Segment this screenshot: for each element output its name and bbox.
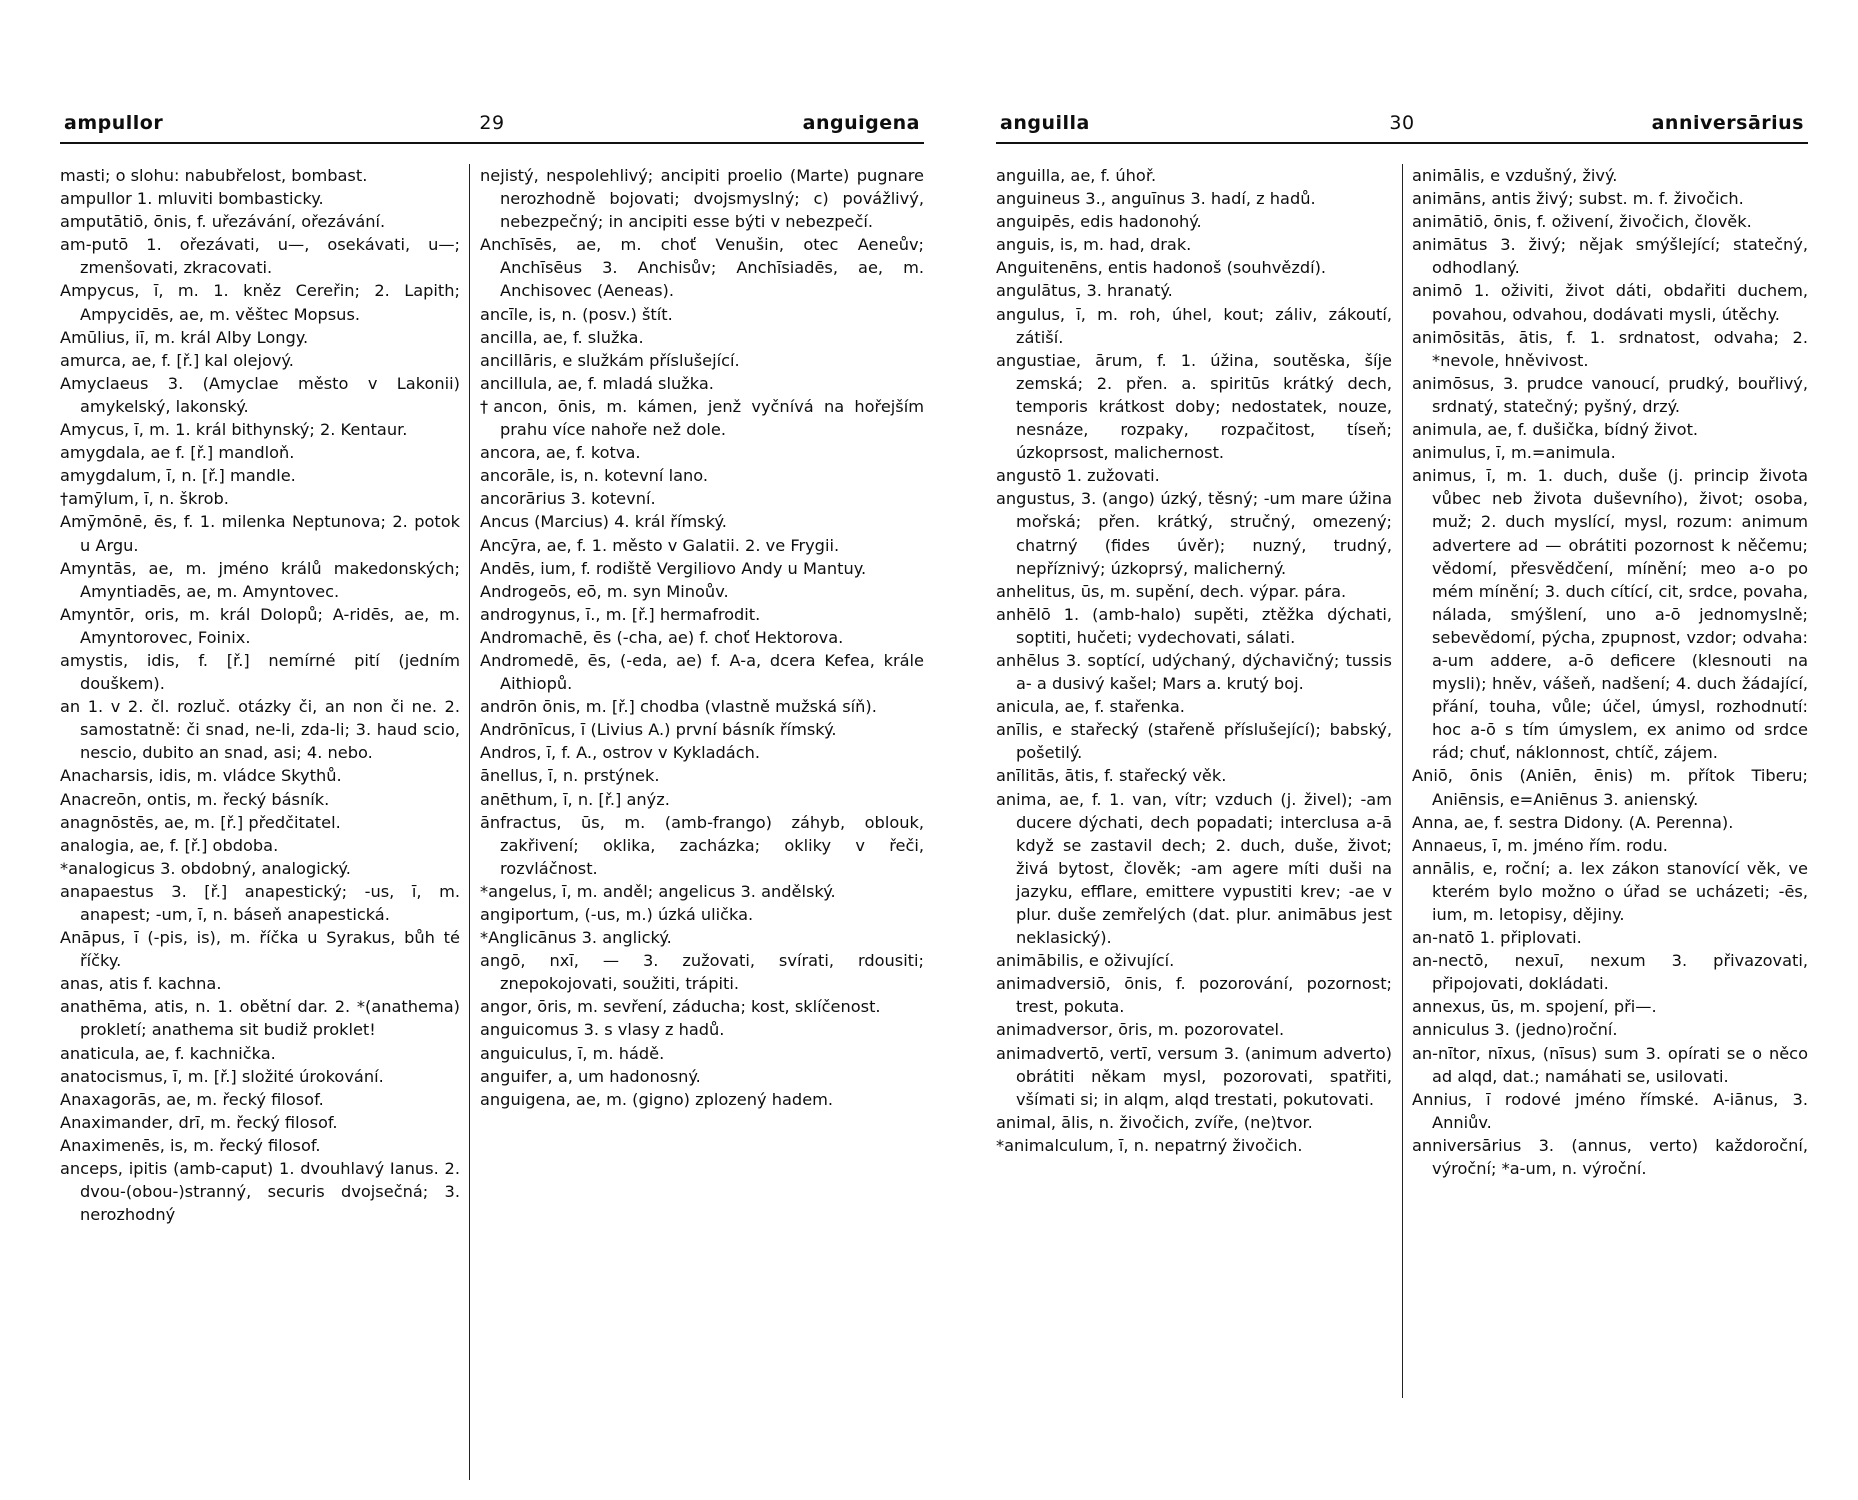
dictionary-entry: *Anglicānus 3. anglický. bbox=[480, 928, 672, 948]
dictionary-entry: anguigena, ae, m. (gigno) zplozený hadem. bbox=[480, 1089, 834, 1109]
dictionary-entry: animōsitās, ātis, f. 1. srdnatost, odvaha; 2. *nevole, hněvivost. bbox=[1412, 327, 1808, 370]
dictionary-entry: Anguitenēns, entis hadonoš (souhvězdí). bbox=[996, 258, 1327, 278]
guide-word-right: anniversārius bbox=[1651, 112, 1804, 134]
dictionary-entry: Andromedē, ēs, (-eda, ae) f. A-a, dcera Kefea, krále Aithiopů. bbox=[480, 650, 924, 694]
dictionary-entry: Anacreōn, ontis, m. řecký básník. bbox=[60, 789, 330, 809]
dictionary-entry: anceps, ipitis (amb-caput) 1. dvouhlavý Ianus. 2. dvou-(obou-)stranný, securis dvojsečná; 3. nerozhodný bbox=[60, 1159, 460, 1225]
dictionary-entry: amygdalum, ī, n. [ř.] mandle. bbox=[60, 466, 296, 486]
dictionary-entry: anguicomus 3. s vlasy z hadů. bbox=[480, 1020, 725, 1040]
dictionary-entry: Andromachē, ēs (-cha, ae) f. choť Hektorova. bbox=[480, 627, 844, 647]
dictionary-entry: angustiae, ārum, f. 1. úžina, soutěska, šíje zemská; 2. přen. a. spiritūs krátký dech, temporis krátkost doby; nedostatek, nouze, nesnáze, rozpaky, rozpačitost, tíseň; úzkoprsost, malichernost. bbox=[996, 350, 1392, 463]
dictionary-entry: ampullor 1. mluviti bombasticky. bbox=[60, 189, 324, 209]
dictionary-entry: an-natō 1. připlovati. bbox=[1412, 928, 1582, 948]
dictionary-entry: Anāpus, ī (-pis, is), m. říčka u Syrakus, bůh té říčky. bbox=[60, 928, 460, 971]
dictionary-entry: *analogicus 3. obdobný, analogický. bbox=[60, 858, 351, 878]
dictionary-entry: amputātiō, ōnis, f. uřezávání, ořezávání. bbox=[60, 212, 386, 232]
guide-word-left: ampullor bbox=[64, 112, 164, 134]
dictionary-entry: ancillāris, e služkám příslušející. bbox=[480, 350, 740, 370]
dictionary-entry: anniversārius 3. (annus, verto) každoroční, výroční; *a-um, n. výroční. bbox=[1412, 1135, 1808, 1179]
dictionary-entry: anima, ae, f. 1. van, vítr; vzduch (j. živel); -am ducere dýchati, dech popadati; interclusa a-ā když se zastavil dech; 2. duch, duše, život; živá bytost, člověk; -am agere míti duši na jazyku, efflare, emittere vypustiti krev; -ae v plur. duše zemřelých (dat. plur. animābus jest neklasický). bbox=[996, 789, 1392, 948]
dictionary-entry: anniculus 3. (jedno)roční. bbox=[1412, 1020, 1618, 1040]
dictionary-entry: andrōn ōnis, m. [ř.] chodba (vlastně mužská síň). bbox=[480, 697, 877, 717]
dictionary-entry: angustus, 3. (ango) úzký, těsný; -um mare úžina mořská; přen. krátký, stručný, omezený; chatrný (fides úvěr); nuzný, trudný, nepříznivý; úzkoprsý, malicherný. bbox=[996, 489, 1392, 578]
dictionary-entry: anhēlus 3. soptící, udýchaný, dýchavičný; tussis a- a dusivý kašel; Mars a. krutý boj. bbox=[996, 650, 1392, 694]
dictionary-entry: an 1. v 2. čl. rozluč. otázky či, an non či ne. 2. samostatně: či snad, ne-li, zda-li; 3. haud scio, nescio, dubito an snad, asi; 4. nebo. bbox=[60, 697, 460, 763]
dictionary-entry: ancora, ae, f. kotva. bbox=[480, 443, 641, 463]
dictionary-entry: angō, nxī, — 3. zužovati, svírati, rdousiti; znepokojovati, soužiti, trápiti. bbox=[480, 951, 924, 994]
running-head bbox=[60, 108, 924, 144]
dictionary-entry: Androgeōs, eō, m. syn Minoův. bbox=[480, 581, 729, 601]
running-head bbox=[996, 108, 1808, 144]
dictionary-entry: anaticula, ae, f. kachnička. bbox=[60, 1043, 276, 1063]
dictionary-entry: †ancon, ōnis, m. kámen, jenž vyčnívá na hořejším prahu více nahoře než dole. bbox=[480, 396, 924, 440]
dictionary-entry: Annaeus, ī, m. jméno řím. rodu. bbox=[1412, 835, 1668, 855]
dictionary-entry: *animalculum, ī, n. nepatrný živočich. bbox=[996, 1135, 1303, 1155]
dictionary-entry: anguis, is, m. had, drak. bbox=[996, 235, 1192, 255]
dictionary-entry: animābilis, e oživující. bbox=[996, 951, 1175, 971]
dictionary-entry: ancilla, ae, f. služka. bbox=[480, 327, 644, 347]
dictionary-entry: animālis, e vzdušný, živý. bbox=[1412, 166, 1618, 185]
dictionary-entry: animāns, antis živý; subst. m. f. živočich. bbox=[1412, 189, 1744, 209]
dictionary-entry: anathēma, atis, n. 1. obětní dar. 2. *(anathema) prokletí; anathema sit budiž proklet! bbox=[60, 997, 460, 1040]
dictionary-entry: †amȳlum, ī, n. škrob. bbox=[60, 489, 229, 509]
dictionary-entry: ancillula, ae, f. mladá služka. bbox=[480, 373, 714, 393]
dictionary-entry: anguipēs, edis hadonohý. bbox=[996, 212, 1202, 232]
dictionary-entry: Amycus, ī, m. 1. král bithynský; 2. Kentaur. bbox=[60, 420, 408, 440]
dictionary-entry: animulus, ī, m.=animula. bbox=[1412, 443, 1616, 463]
dictionary-entry: anatocismus, ī, m. [ř.] složité úrokování. bbox=[60, 1066, 384, 1086]
dictionary-column bbox=[60, 164, 460, 1226]
dictionary-entry: angustō 1. zužovati. bbox=[996, 466, 1160, 486]
dictionary-entry: Anna, ae, f. sestra Didony. (A. Perenna). bbox=[1412, 812, 1734, 832]
dictionary-entry: amygdala, ae f. [ř.] mandloň. bbox=[60, 443, 295, 463]
dictionary-entry: Amyntās, ae, m. jméno králů makedonských; Amyntiadēs, ae, m. Amyntovec. bbox=[60, 558, 460, 601]
dictionary-entry: anapaestus 3. [ř.] anapestický; -us, ī, m. anapest; -um, ī, n. báseň anapestická. bbox=[60, 881, 460, 924]
dictionary-entry: Anaxagorās, ae, m. řecký filosof. bbox=[60, 1089, 324, 1109]
dictionary-entry: animula, ae, f. dušička, bídný život. bbox=[1412, 420, 1699, 440]
dictionary-column bbox=[1412, 164, 1808, 1180]
dictionary-entry: angiportum, (-us, m.) úzká ulička. bbox=[480, 905, 754, 924]
dictionary-entry: animōsus, 3. prudce vanoucí, prudký, bouřlivý, srdnatý, statečný; pyšný, drzý. bbox=[1412, 373, 1808, 416]
dictionary-entry: animal, ālis, n. živočich, zvíře, (ne)tvor. bbox=[996, 1112, 1313, 1132]
dictionary-entry: anguilla, ae, f. úhoř. bbox=[996, 166, 1157, 185]
page-number: 30 bbox=[1389, 112, 1415, 134]
right-page bbox=[996, 0, 1808, 1500]
dictionary-entry: anagnōstēs, ae, m. [ř.] předčitatel. bbox=[60, 812, 341, 832]
dictionary-entry: anhelitus, ūs, m. supění, dech. výpar. pára. bbox=[996, 581, 1347, 601]
dictionary-entry: masti; o slohu: nabubřelost, bombast. bbox=[60, 166, 368, 185]
dictionary-column bbox=[996, 164, 1392, 1157]
dictionary-entry: ancorārius 3. kotevní. bbox=[480, 489, 656, 509]
dictionary-entry: ānfractus, ūs, m. (amb-frango) záhyb, oblouk, zakřivení; oklika, zacházka; okliky v řeči, rozvláčnost. bbox=[480, 812, 924, 878]
dictionary-entry: Amyntōr, oris, m. král Dolopů; A-ridēs, ae, m. Amyntorovec, Foinix. bbox=[60, 604, 460, 647]
dictionary-entry: *angelus, ī, m. anděl; angelicus 3. andělský. bbox=[480, 881, 836, 901]
dictionary-entry: angor, ōris, m. sevření, záducha; kost, sklíčenost. bbox=[480, 997, 881, 1017]
dictionary-entry: anguineus 3., anguīnus 3. hadí, z hadů. bbox=[996, 189, 1316, 209]
dictionary-entry: nejistý, nespolehlivý; ancipiti proelio (Marte) pugnare nerozhodně bojovati; dvojsmyslný; c) povážlivý, nebezpečný; in ancipiti esse býti v nebezpečí. bbox=[480, 166, 924, 232]
dictionary-entry: animus, ī, m. 1. duch, duše (j. princip života vůbec neb života duševního), život; osoba, muž; 2. duch myslící, mysl, rozum: animum advertere ad — obrátiti pozornost k něčemu; vědomí, přesvědčení, mínění; meo a-o po mém mínění; 3. duch cítící, cit, srdce, povaha, nálada, smýšlení, uno a-ō jednomyslně; sebevědomí, pýcha, zpupnost, vzdor; odvaha: a-um addere, a-ō deficere (klesnouti na mysli); hněv, vášeň, nadšení; 4. duch žádající, přání, touha, vůle; účel, úmysl, rozhodnutí: hoc a-ō s tím úmyslem, ex animo od srdce rád; chuť, náklonnost, chtíč, zájem. bbox=[1412, 466, 1808, 763]
dictionary-entry: anas, atis f. kachna. bbox=[60, 974, 222, 994]
dictionary-entry: animātus 3. živý; nějak smýšlející; statečný, odhodlaný. bbox=[1412, 235, 1808, 278]
dictionary-entry: Andros, ī, f. A., ostrov v Kykladách. bbox=[480, 743, 761, 763]
dictionary-entry: animō 1. oživiti, život dáti, obdařiti duchem, povahou, odvahou, dodávati mysli, útěchy. bbox=[1412, 281, 1808, 324]
dictionary-entry: angulus, ī, m. roh, úhel, kout; záliv, zákoutí, zátiší. bbox=[996, 304, 1392, 347]
guide-word-right: anguigena bbox=[802, 112, 920, 134]
dictionary-entry: Ancȳra, ae, f. 1. město v Galatii. 2. ve Frygii. bbox=[480, 535, 840, 555]
dictionary-entry: Amūlius, iī, m. král Alby Longy. bbox=[60, 327, 309, 347]
dictionary-entry: Andēs, ium, f. rodiště Vergiliovo Andy u Mantuy. bbox=[480, 558, 867, 578]
left-page bbox=[60, 0, 924, 1500]
dictionary-entry: Ampycus, ī, m. 1. kněz Cereřin; 2. Lapith; Ampycidēs, ae, m. věštec Mopsus. bbox=[60, 281, 460, 324]
dictionary-entry: Anaximander, drī, m. řecký filosof. bbox=[60, 1112, 338, 1132]
dictionary-entry: amurca, ae, f. [ř.] kal olejový. bbox=[60, 350, 294, 370]
dictionary-entry: ancīle, is, n. (posv.) štít. bbox=[480, 304, 673, 324]
column-rule bbox=[469, 164, 470, 1480]
dictionary-entry: animātiō, ōnis, f. oživení, živočich, člověk. bbox=[1412, 212, 1752, 232]
dictionary-entry: Amȳmōnē, ēs, f. 1. milenka Neptunova; 2. potok u Argu. bbox=[60, 512, 460, 555]
dictionary-entry: animadversiō, ōnis, f. pozorování, pozornost; trest, pokuta. bbox=[996, 974, 1392, 1017]
page-number: 29 bbox=[479, 112, 505, 134]
dictionary-entry: anguifer, a, um hadonosný. bbox=[480, 1066, 701, 1086]
dictionary-entry: ānellus, ī, n. prstýnek. bbox=[480, 766, 660, 786]
dictionary-entry: anēthum, ī, n. [ř.] anýz. bbox=[480, 789, 670, 809]
dictionary-entry: anīlis, e stařecký (stařeně příslušející); babský, pošetilý. bbox=[996, 720, 1392, 763]
dictionary-entry: an-nītor, nīxus, (nīsus) sum 3. opírati se o něco ad alqd, dat.; namáhati se, usilovati. bbox=[1412, 1043, 1808, 1086]
dictionary-entry: annālis, e, roční; a. lex zákon stanovící věk, ve kterém bylo možno o úřad se ucházeti; -ēs, ium, m. letopisy, dějiny. bbox=[1412, 858, 1808, 924]
dictionary-entry: Anacharsis, idis, m. vládce Skythů. bbox=[60, 766, 342, 786]
dictionary-entry: Anaximenēs, is, m. řecký filosof. bbox=[60, 1135, 321, 1155]
dictionary-entry: anīlitās, ātis, f. stařecký věk. bbox=[996, 766, 1227, 786]
dictionary-entry: am-putō 1. ořezávati, u—, osekávati, u—; zmenšovati, zkracovati. bbox=[60, 235, 460, 278]
dictionary-entry: Anchīsēs, ae, m. choť Venušin, otec Aeneův; Anchīsēus 3. Anchisův; Anchīsiadēs, ae, m. Anchisovec (Aeneas). bbox=[480, 235, 924, 301]
dictionary-entry: amystis, idis, f. [ř.] nemírné pití (jedním douškem). bbox=[60, 650, 460, 694]
dictionary-column bbox=[480, 164, 924, 1111]
dictionary-entry: an-nectō, nexuī, nexum 3. přivazovati, připojovati, dokládati. bbox=[1412, 951, 1808, 994]
dictionary-entry: analogia, ae, f. [ř.] obdoba. bbox=[60, 835, 279, 855]
dictionary-entry: Andrōnīcus, ī (Livius A.) první básník římský. bbox=[480, 720, 837, 740]
dictionary-entry: Amyclaeus 3. (Amyclae město v Lakonii) amykelský, lakonský. bbox=[60, 373, 460, 416]
dictionary-entry: anhēlō 1. (amb-halo) supěti, ztěžka dýchati, soptiti, hučeti; vydechovati, sálati. bbox=[996, 604, 1392, 647]
dictionary-entry: anguiculus, ī, m. hádě. bbox=[480, 1043, 665, 1063]
dictionary-entry: animadvertō, vertī, versum 3. (animum adverto) obrátiti někam mysl, pozorovati, spatřiti, všímati si; in alqm, alqd trestati, pokutovati. bbox=[996, 1043, 1392, 1109]
dictionary-entry: anicula, ae, f. stařenka. bbox=[996, 697, 1185, 717]
dictionary-entry: animadversor, ōris, m. pozorovatel. bbox=[996, 1020, 1285, 1040]
dictionary-entry: Aniō, ōnis (Aniēn, ēnis) m. přítok Tiberu; Aniēnsis, e=Aniēnus 3. anienský. bbox=[1412, 766, 1808, 809]
dictionary-entry: ancorāle, is, n. kotevní lano. bbox=[480, 466, 709, 486]
guide-word-left: anguilla bbox=[1000, 112, 1090, 134]
column-rule bbox=[1402, 164, 1403, 1398]
dictionary-entry: Annius, ī rodové jméno římské. A-iānus, 3. Anniův. bbox=[1412, 1089, 1808, 1132]
dictionary-entry: angulātus, 3. hranatý. bbox=[996, 281, 1173, 301]
dictionary-entry: annexus, ūs, m. spojení, při—. bbox=[1412, 997, 1657, 1017]
dictionary-entry: Ancus (Marcius) 4. král římský. bbox=[480, 512, 727, 532]
dictionary-entry: androgynus, ī., m. [ř.] hermafrodit. bbox=[480, 604, 761, 624]
